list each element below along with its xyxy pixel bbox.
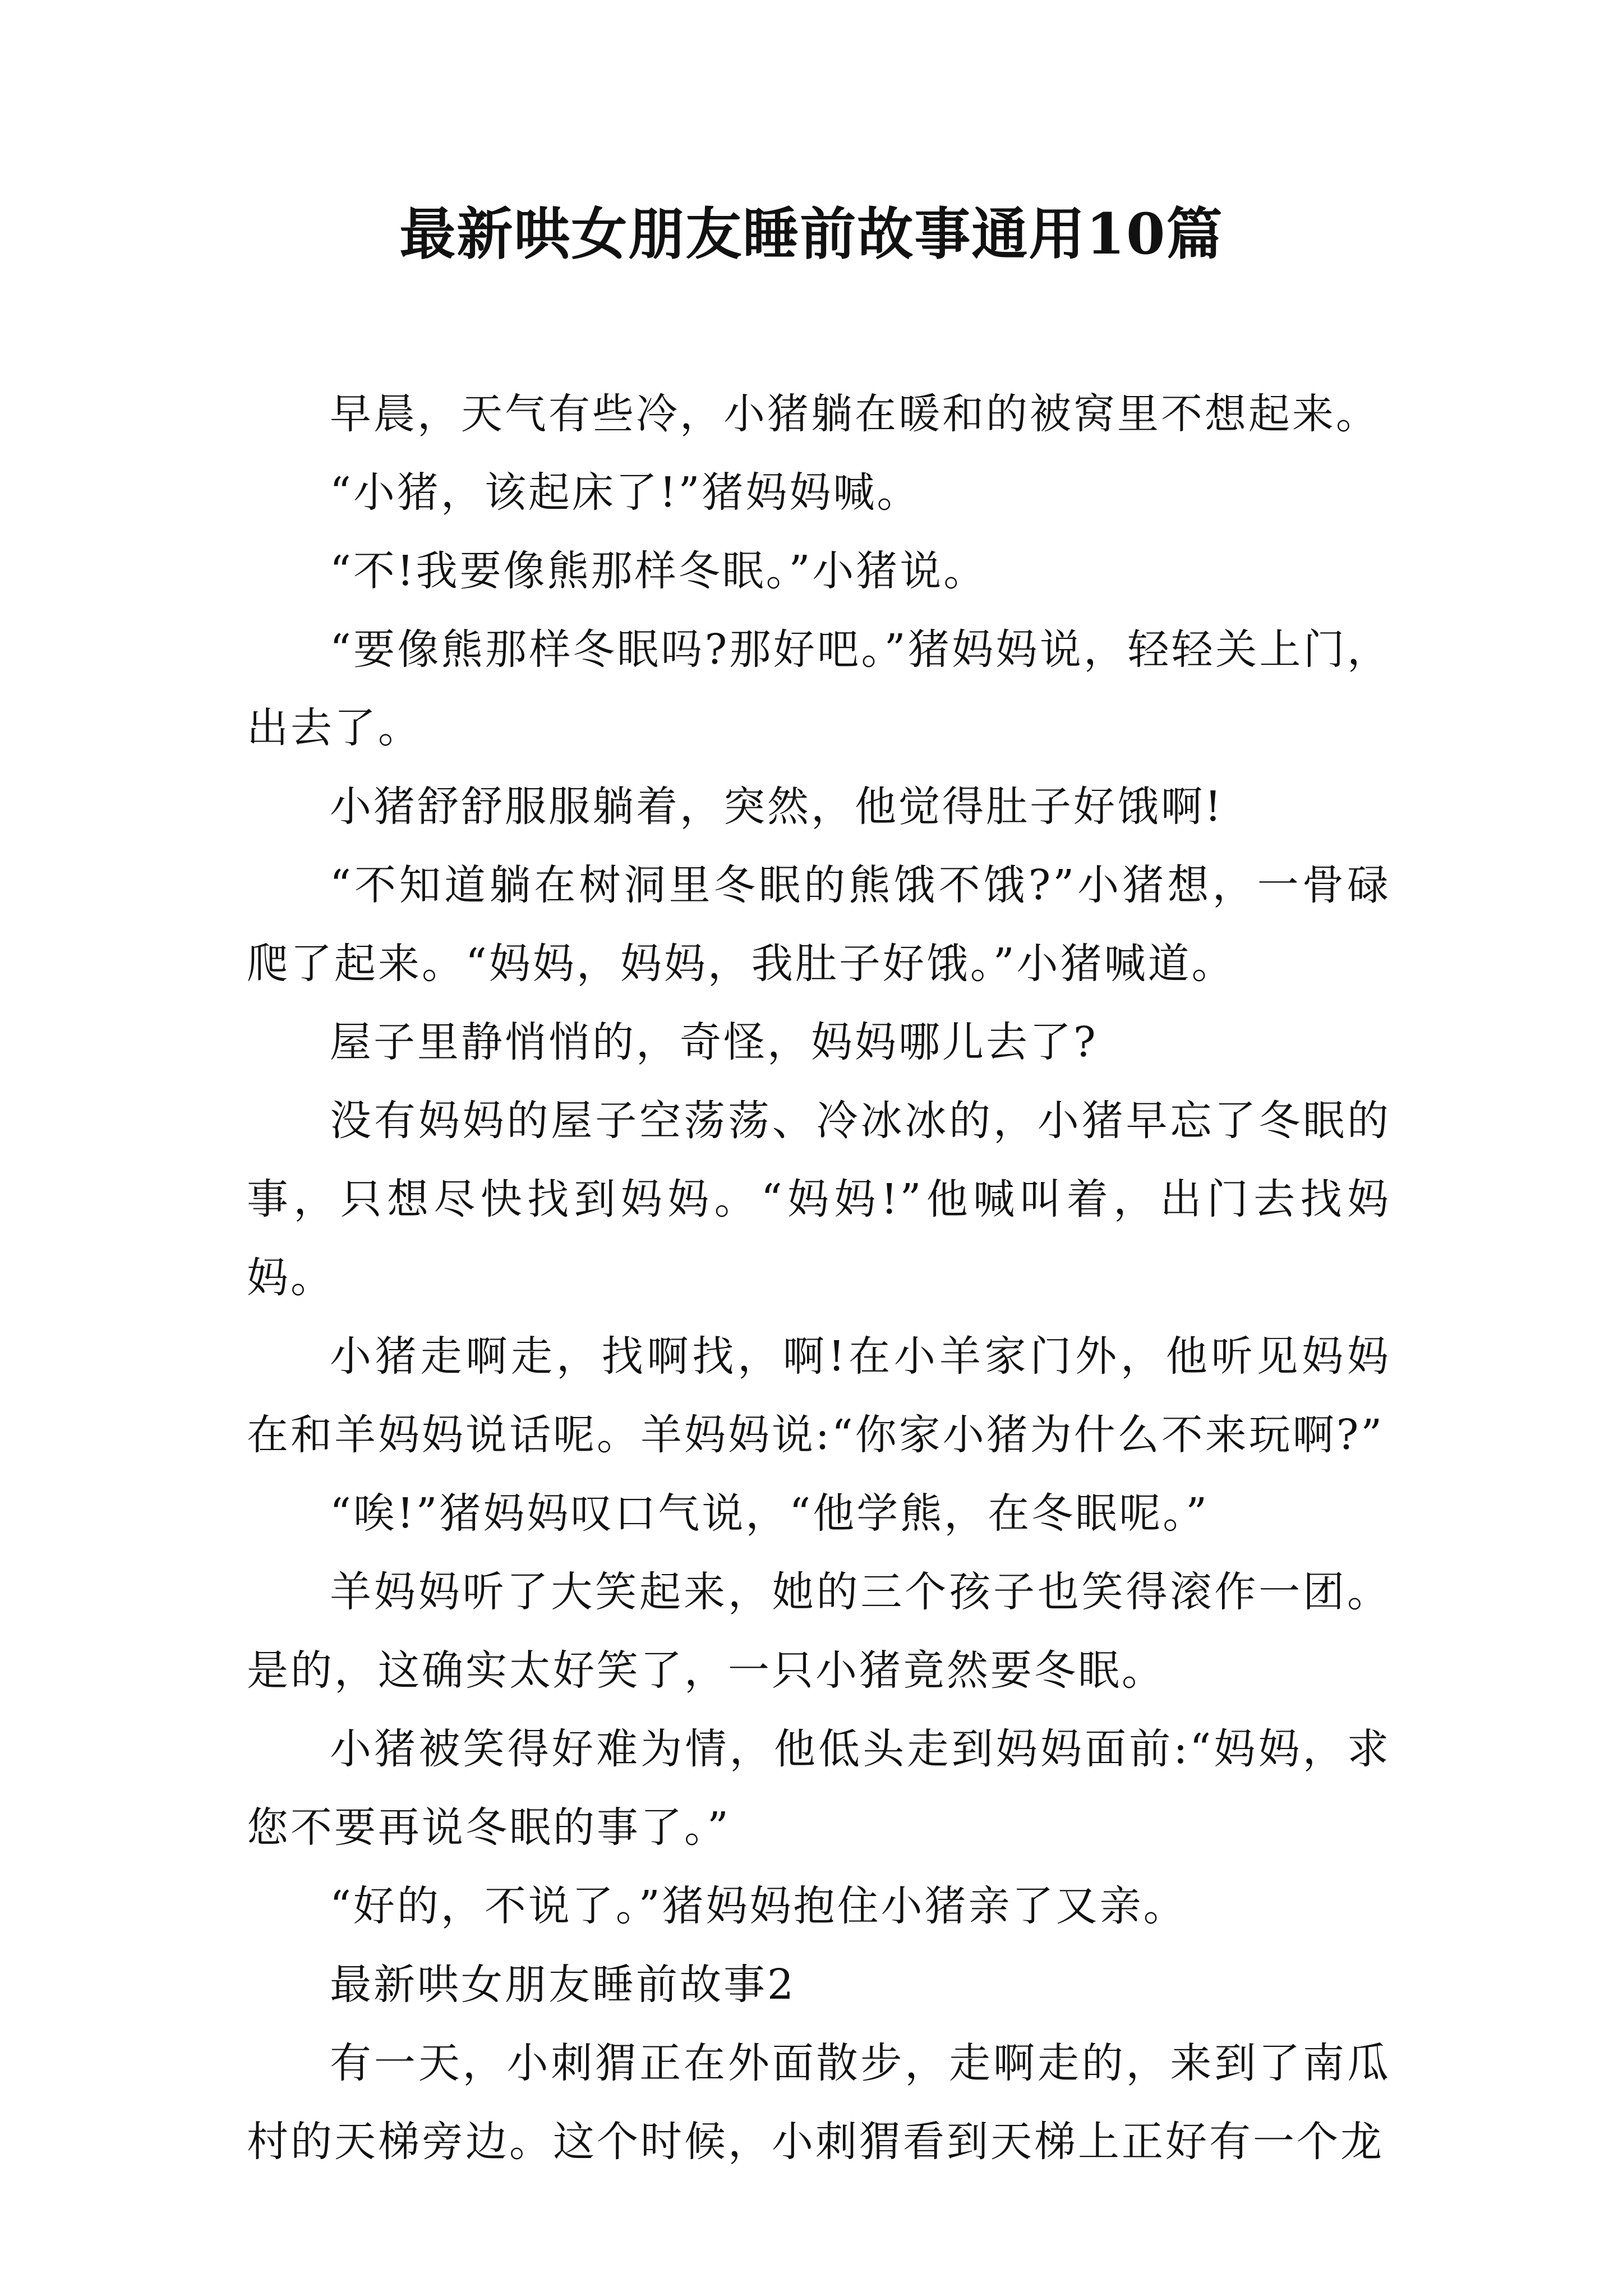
paragraph: “小猪，该起床了!”猪妈妈喊。 <box>330 468 921 517</box>
section-heading: 最新哄女朋友睡前故事2 <box>330 1961 796 2009</box>
paragraph: 早晨，天气有些冷，小猪躺在暖和的被窝里不想起来。 <box>330 390 1380 438</box>
document-body <box>247 375 1391 2181</box>
paragraph: “不!我要像熊那样冬眠。”小猪说。 <box>330 547 988 595</box>
paragraph: “唉!”猪妈妈叹口气说，“他学熊，在冬眠呢。” <box>330 1489 1210 1538</box>
paragraph: “要像熊那样冬眠吗?那好吧。”猪妈妈说，轻轻关上门，出去了。 <box>247 625 1391 752</box>
paragraph: 没有妈妈的屋子空荡荡、冷冰冰的，小猪早忘了冬眠的事，只想尽快找到妈妈。“妈妈!”他喊叫着，出门去找妈妈。 <box>247 1097 1391 1302</box>
paragraph: 屋子里静悄悄的，奇怪，妈妈哪儿去了? <box>330 1018 1098 1066</box>
paragraph: 小猪被笑得好难为情，他低头走到妈妈面前:“妈妈，求您不要再说冬眠的事了。” <box>247 1725 1391 1852</box>
document-title: 最新哄女朋友睡前故事通用10篇 <box>399 201 1224 267</box>
paragraph: “不知道躺在树洞里冬眠的熊饿不饿?”小猪想，一骨碌爬了起来。“妈妈，妈妈，我肚子好饿。”小猪喊道。 <box>247 861 1391 988</box>
paragraph: 小猪舒舒服服躺着，突然，他觉得肚子好饿啊! <box>330 783 1224 831</box>
paragraph: “好的，不说了。”猪妈妈抱住小猪亲了又亲。 <box>330 1882 1187 1930</box>
paragraph: 有一天，小刺猬正在外面散步，走啊走的，来到了南瓜村的天梯旁边。这个时候，小刺猬看到天梯上正好有一个龙 <box>247 2039 1391 2166</box>
paragraph: 小猪走啊走，找啊找，啊!在小羊家门外，他听见妈妈在和羊妈妈说话呢。羊妈妈说:“你家小猪为什么不来玩啊?” <box>247 1332 1391 1459</box>
paragraph: 羊妈妈听了大笑起来，她的三个孩子也笑得滚作一团。是的，这确实太好笑了，一只小猪竟然要冬眠。 <box>247 1568 1391 1695</box>
